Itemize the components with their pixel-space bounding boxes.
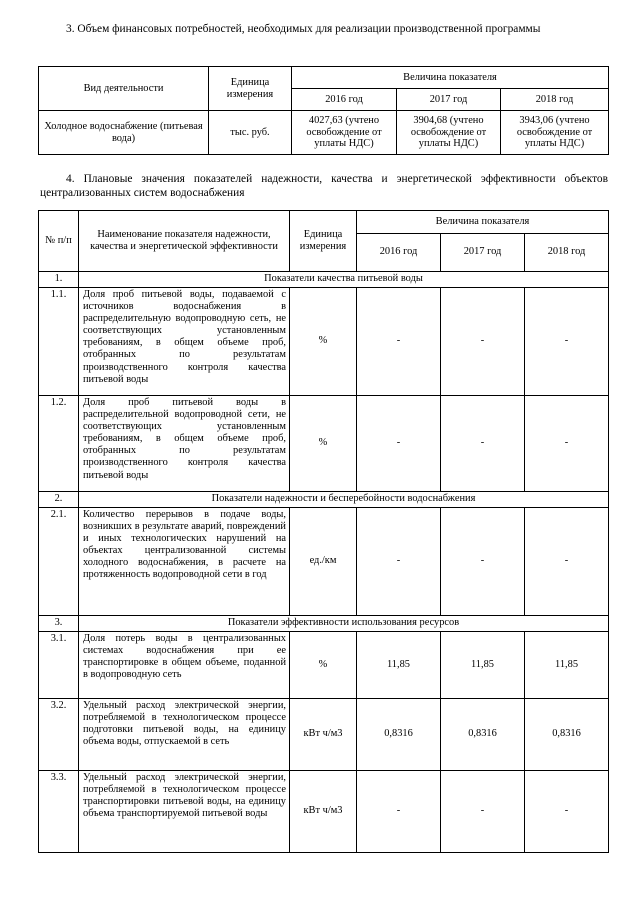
value-cell: - — [357, 288, 441, 396]
value-cell: - — [441, 508, 525, 616]
indicator-name: Доля проб питьевой воды, подаваемой с источников водоснабжения в распределительную водопроводную сеть, не соответствующих установленным требованиям, в общем объеме проб, отобранных по результатам производственного контроля качества питьевой воды — [79, 288, 290, 396]
row-num: 2.1. — [39, 508, 79, 616]
unit-cell: кВт ч/м3 — [290, 699, 357, 771]
value-cell: 0,8316 — [441, 699, 525, 771]
section4-heading: 4. Плановые значения показателей надежности, качества и энергетической эффективности объектов централизованных систем водоснабжения — [40, 173, 608, 199]
col-unit-header: Единица измерения — [209, 67, 292, 111]
year-header: 2018 год — [525, 234, 609, 272]
table-row — [39, 508, 609, 616]
section-num: 1. — [39, 272, 79, 288]
unit-cell: % — [290, 396, 357, 492]
value-cell: - — [525, 771, 609, 853]
col-name-header: Наименование показателя надежности, качества и энергетической эффективности — [79, 211, 290, 272]
section-num: 3. — [39, 616, 79, 632]
col-unit-header: Единица измерения — [290, 211, 357, 272]
value-cell: - — [525, 508, 609, 616]
year-header: 2016 год — [292, 89, 397, 111]
indicator-name: Удельный расход электрической энергии, потребляемой в технологическом процессе транспортировки питьевой воды, на единицу объема транспортируемой питьевой воды — [79, 771, 290, 853]
value-cell: 11,85 — [441, 632, 525, 699]
value-cell: 3904,68 (учтено освобождение от уплаты НДС) — [397, 111, 501, 155]
section-title: Показатели надежности и бесперебойности водоснабжения — [79, 492, 609, 508]
year-header: 2017 год — [441, 234, 525, 272]
value-cell: - — [357, 508, 441, 616]
year-header: 2018 год — [501, 89, 609, 111]
table-row — [39, 288, 609, 396]
value-cell: 0,8316 — [525, 699, 609, 771]
section3-heading: 3. Объем финансовых потребностей, необходимых для реализации производственной программы — [66, 23, 541, 35]
value-cell: - — [441, 288, 525, 396]
section-row — [39, 616, 609, 632]
value-cell: - — [357, 396, 441, 492]
indicator-name: Количество перерывов в подаче воды, возникших в результате аварий, повреждений и иных технологических нарушений на объектах централизованной системы холодного водоснабжения, в расчете на протяженность водопроводной сети в год — [79, 508, 290, 616]
row-num: 3.3. — [39, 771, 79, 853]
table-row — [39, 699, 609, 771]
row-num: 3.1. — [39, 632, 79, 699]
value-cell: 0,8316 — [357, 699, 441, 771]
indicator-name: Доля проб питьевой воды в распределительной водопроводной сети, не соответствующих установленным требованиям, в общем объеме проб, отобранных по результатам производственного контроля качества питьевой воды — [79, 396, 290, 492]
value-cell: - — [525, 288, 609, 396]
value-cell: - — [357, 771, 441, 853]
table-header-row — [39, 211, 609, 234]
section-row — [39, 492, 609, 508]
section-num: 2. — [39, 492, 79, 508]
indicators-table — [38, 210, 609, 853]
indicator-name: Удельный расход электрической энергии, потребляемой в технологическом процессе подготовки питьевой воды, на единицу объема воды, отпускаемой в сеть — [79, 699, 290, 771]
activity-cell: Холодное водоснабжение (питьевая вода) — [39, 111, 209, 155]
row-num: 3.2. — [39, 699, 79, 771]
value-cell: 11,85 — [357, 632, 441, 699]
table-header-row — [39, 67, 609, 89]
table-row — [39, 396, 609, 492]
financial-needs-table — [38, 66, 609, 155]
value-cell: 4027,63 (учтено освобождение от уплаты НДС) — [292, 111, 397, 155]
unit-cell: % — [290, 288, 357, 396]
value-cell: - — [441, 396, 525, 492]
year-header: 2016 год — [357, 234, 441, 272]
unit-cell: ед./км — [290, 508, 357, 616]
value-cell: - — [441, 771, 525, 853]
col-value-header: Величина показателя — [292, 67, 609, 89]
year-header: 2017 год — [397, 89, 501, 111]
col-num-header: № п/п — [39, 211, 79, 272]
section-row — [39, 272, 609, 288]
col-value-header: Величина показателя — [357, 211, 609, 234]
table-row — [39, 771, 609, 853]
unit-cell: тыс. руб. — [209, 111, 292, 155]
value-cell: 11,85 — [525, 632, 609, 699]
unit-cell: кВт ч/м3 — [290, 771, 357, 853]
value-cell: 3943,06 (учтено освобождение от уплаты НДС) — [501, 111, 609, 155]
row-num: 1.1. — [39, 288, 79, 396]
value-cell: - — [525, 396, 609, 492]
unit-cell: % — [290, 632, 357, 699]
section-title: Показатели качества питьевой воды — [79, 272, 609, 288]
table-row — [39, 632, 609, 699]
row-num: 1.2. — [39, 396, 79, 492]
table-row — [39, 111, 609, 155]
indicator-name: Доля потерь воды в централизованных системах водоснабжения при ее транспортировке в общем объеме, поданной в водопроводную сеть — [79, 632, 290, 699]
col-activity-header: Вид деятельности — [39, 67, 209, 111]
section-title: Показатели эффективности использования ресурсов — [79, 616, 609, 632]
